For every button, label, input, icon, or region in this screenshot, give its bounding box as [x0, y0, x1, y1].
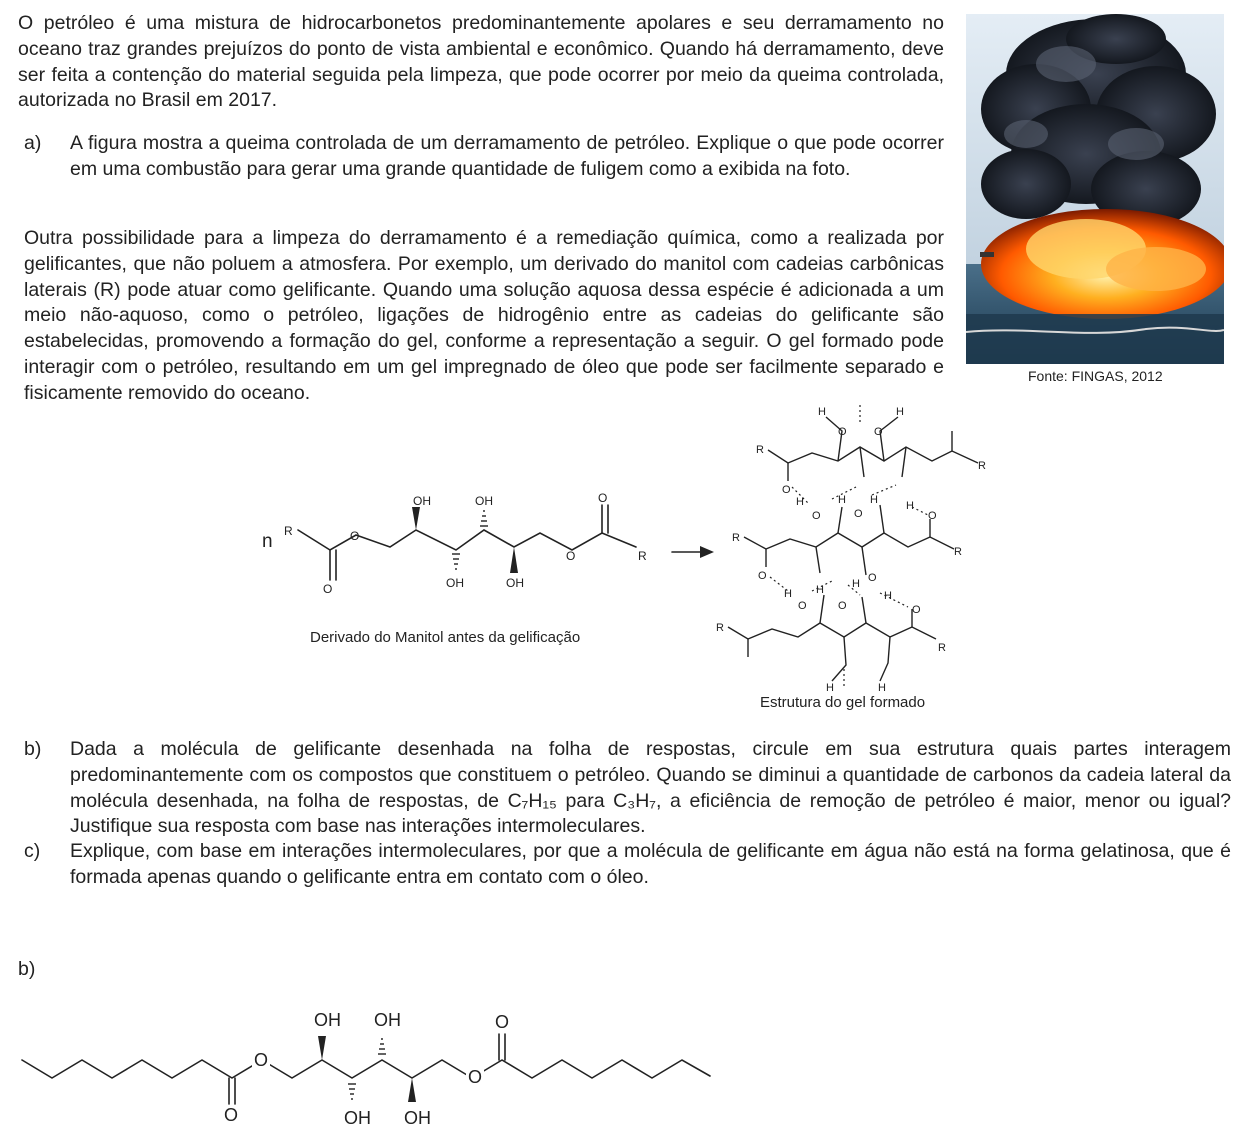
gel-h-2: H: [896, 406, 904, 418]
gel-o-8: O: [868, 572, 877, 584]
gel-h-1: H: [818, 406, 826, 418]
atom-oh-1: OH: [413, 494, 431, 508]
question-b-label: b): [24, 738, 42, 760]
answer-atom-o-carbonyl2: O: [495, 1012, 510, 1032]
atom-o-ester2: O: [566, 549, 576, 563]
atom-o-carbonyl2: O: [598, 491, 608, 505]
gel-h-3: H: [796, 496, 804, 508]
gel-r-2: R: [978, 460, 986, 472]
answer-label: b): [18, 958, 36, 980]
answer-atom-o-ester2: O: [468, 1067, 483, 1087]
gel-o-7: O: [758, 570, 767, 582]
atom-r-left: R: [284, 524, 293, 538]
gel-o-1: O: [838, 426, 847, 438]
answer-atom-oh-1: OH: [314, 1010, 341, 1030]
gel-o-4: O: [928, 510, 937, 522]
atom-r-right: R: [638, 549, 647, 563]
question-c: [24, 839, 1231, 899]
question-a: [24, 131, 944, 211]
answer-atom-oh-3: OH: [344, 1108, 371, 1128]
atom-oh-2: OH: [475, 494, 493, 508]
gel-paragraph: Outra possibilidade para a limpeza do derramamento é a remediação química, como a realizada por gelificantes, que não poluem a atmosfera. Por exemplo, um derivado do manitol com cadeias carbônicas laterais (R) pode atuar como gelificante. Quando uma solução aquosa dessa espécie é adicionada a um meio não-aquoso, como o petróleo, ligações de hidrogênio entre as cadeias do gelificante são estabelecidas, promovendo a formação do gel, conforme a representação a seguir. O gel formado pode interagir com o petróleo, resultando em um gel impregnado de óleo que pode ser facilmente separado e fisicamente removido do oceano.: [24, 227, 944, 404]
gel-h-7: H: [784, 588, 792, 600]
caption-left: Derivado do Manitol antes da gelificação: [310, 629, 581, 646]
gel-h-11: H: [826, 682, 834, 694]
gel-h-6: H: [906, 500, 914, 512]
photo-caption: Fonte: FINGAS, 2012: [1028, 368, 1163, 384]
question-b-text: Dada a molécula de gelificante desenhada na folha de respostas, circule em sua estrutura quais partes interagem predominantemente com os compostos que constituem o petróleo. Quando se diminui a quantidade de carbonos da cadeia lateral da molécula desenhada, na folha de respostas, de C₇H₁₅ para C₃H₇, a eficiência de remoção de petróleo é maior, menor ou igual? Justifique sua resposta com base nas interações intermoleculares.: [70, 738, 1231, 838]
gel-r-6: R: [938, 642, 946, 654]
gel-o-9: O: [912, 604, 921, 616]
gel-o-10: O: [798, 600, 807, 612]
answer-atom-oh-2: OH: [374, 1010, 401, 1030]
gel-r-1: R: [756, 444, 764, 456]
atom-o-ester1: O: [350, 529, 360, 543]
oil-burn-photo: [966, 14, 1224, 364]
gel-h-8: H: [816, 584, 824, 596]
gel-r-5: R: [716, 622, 724, 634]
question-c-text: Explique, com base em interações intermoleculares, por que a molécula de gelificante em água não está na forma gelatinosa, que é formada apenas quando o gelificante entra em contato com o óleo.: [70, 840, 1231, 888]
answer-molecule: [0, 1000, 740, 1140]
atom-o-carbonyl1: O: [323, 582, 333, 596]
intro-paragraph: O petróleo é uma mistura de hidrocarbonetos predominantemente apolares e seu derramamento no oceano traz grandes prejuízos do ponto de vista ambiental e econômico. Quando há derramamento, deve ser feita a contenção do material seguida pela limpeza, que pode ocorrer por meio da queima controlada, autorizada no Brasil em 2017.: [18, 12, 944, 112]
coefficient-n: n: [262, 531, 273, 552]
question-c-label: c): [24, 840, 41, 862]
gelation-scheme: [0, 395, 1247, 720]
answer-atom-o-ester1: O: [254, 1050, 269, 1070]
gel-h-12: H: [878, 682, 886, 694]
answer-atom-oh-4: OH: [404, 1108, 431, 1128]
gel-o-2: O: [874, 426, 883, 438]
caption-right: Estrutura do gel formado: [760, 694, 926, 711]
gel-h-10: H: [884, 590, 892, 602]
gel-r-4: R: [954, 546, 962, 558]
gel-h-9: H: [852, 578, 860, 590]
gel-h-5: H: [870, 494, 878, 506]
gel-h-4: H: [838, 494, 846, 506]
gel-o-11: O: [838, 600, 847, 612]
question-b: [24, 737, 1231, 847]
atom-oh-3: OH: [446, 576, 464, 590]
gel-o-5: O: [812, 510, 821, 522]
atom-oh-4: OH: [506, 576, 524, 590]
gel-o-3: O: [782, 484, 791, 496]
question-a-text: A figura mostra a queima controlada de um derramamento de petróleo. Explique o que pode ocorrer em uma combustão para gerar uma grande quantidade de fuligem como a exibida na foto.: [70, 132, 944, 180]
gel-r-3: R: [732, 532, 740, 544]
gel-o-6: O: [854, 508, 863, 520]
question-a-label: a): [24, 132, 42, 154]
answer-atom-o-carbonyl1: O: [224, 1105, 239, 1125]
